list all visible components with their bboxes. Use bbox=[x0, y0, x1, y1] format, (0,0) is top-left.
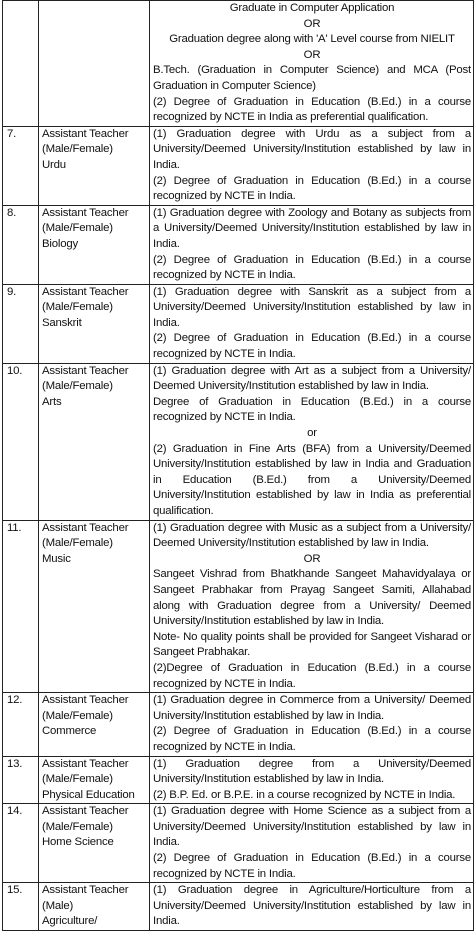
post-name-line: Assistant Teacher bbox=[42, 206, 129, 219]
qualification-text: Graduate in Computer Application bbox=[229, 2, 395, 14]
post-name-cell bbox=[39, 756, 150, 804]
qualification-table-body bbox=[3, 1, 474, 931]
serial-number: 8. bbox=[3, 205, 39, 284]
post-name-cell bbox=[39, 883, 150, 931]
qualification-text: (2) Degree of Graduation in Education (B.Ed.) in a course recognized by NCTE in India. bbox=[153, 332, 471, 361]
post-name-cell bbox=[39, 126, 150, 205]
qualification-cell bbox=[150, 284, 474, 363]
qualification-text: Sangeet Vishrad from Bhatkhande Sangeet Mahavidyalaya or Sangeet Prabhakar from Prayag Sangeet Samiti, Allahabad along with Graduation degree from a University/ Deemed University/Institution established by law in India. bbox=[153, 568, 471, 628]
qualification-cell bbox=[150, 363, 474, 520]
qualification-text: (2) Graduation in Fine Arts (BFA) from a University/Deemed University/Institution established by law in India and Graduation in Education (B.Ed.) from a University/Deemed University/Institution established by law in India as preferential qualification. bbox=[153, 442, 471, 517]
qualification-text: (2) B.P. Ed. or B.P.E. in a course recognized by NCTE in India. bbox=[153, 788, 456, 801]
qualification-text: (1) Graduation degree in Agriculture/Horticulture from a University/Deemed University/Institution established by law in India. bbox=[153, 884, 471, 928]
qualification-text: (1) Graduation degree with Home Science as a subject from a University/Deemed University/Institution established by law in India. bbox=[153, 805, 471, 849]
qualification-cell bbox=[150, 883, 474, 931]
serial-number: 13. bbox=[3, 756, 39, 804]
qualification-cell bbox=[150, 804, 474, 883]
table-row bbox=[3, 363, 474, 520]
post-name-line: (Male/Female) bbox=[42, 773, 113, 786]
qualification-text: (2) Degree of Graduation in Education (B.Ed.) in a course recognized by NCTE in India. bbox=[153, 253, 471, 282]
qualification-cell bbox=[150, 520, 474, 693]
qualification-text: (1) Graduation degree with Zoology and Botany as subjects from a University/Deemed University/Institution established by law in India. bbox=[153, 206, 471, 250]
qualification-cell bbox=[150, 693, 474, 756]
post-name-line: Assistant Teacher bbox=[42, 694, 129, 707]
qualification-text: (1) Graduation degree in Commerce from a University/ Deemed University/Institution established by law in India. bbox=[153, 694, 471, 722]
post-name-line: Assistant Teacher bbox=[42, 884, 129, 897]
post-name-line: Commerce bbox=[42, 725, 97, 738]
qualification-text: (1) Graduation degree with Sanskrit as a subject from a University/Deemed University/Institution established by law in India. bbox=[153, 285, 471, 329]
post-name-cell bbox=[39, 1, 150, 127]
qualification-text: OR bbox=[303, 17, 321, 30]
qualification-cell bbox=[150, 756, 474, 804]
post-name-cell bbox=[39, 804, 150, 883]
post-name-line: Assistant Teacher bbox=[42, 757, 129, 770]
post-name-line: Assistant Teacher bbox=[42, 127, 129, 140]
table-row bbox=[3, 205, 474, 284]
serial-number: 9. bbox=[3, 284, 39, 363]
qualification-text: (2) Degree of Graduation in Education (B.Ed.) in a course recognized by NCTE in India. bbox=[153, 725, 471, 753]
post-name-line: Agriculture/ bbox=[42, 915, 98, 928]
post-name-line: (Male) bbox=[42, 899, 74, 912]
qualification-text: OR bbox=[303, 48, 321, 61]
serial-number: 10. bbox=[3, 363, 39, 520]
serial-number: 11. bbox=[3, 520, 39, 693]
table-row bbox=[3, 693, 474, 756]
qualification-table bbox=[2, 0, 474, 931]
serial-number: 7. bbox=[3, 126, 39, 205]
post-name-line: (Male/Female) bbox=[42, 709, 113, 722]
qualification-text: Degree of Graduation in Education (B.Ed.) in a course recognized by NCTE in India. bbox=[153, 395, 471, 424]
qualification-text: Note- No quality points shall be provided for Sangeet Visharad or Sangeet Prabhakar. bbox=[153, 630, 471, 659]
qualification-cell bbox=[150, 205, 474, 284]
post-name-cell bbox=[39, 363, 150, 520]
qualification-text: (1) Graduation degree with Urdu as a subject from a University/Deemed University/Institution established by law in India. bbox=[153, 127, 471, 171]
qualification-text: B.Tech. (Graduation in Computer Science) and MCA (Post Graduation in Computer Science) bbox=[153, 64, 471, 92]
post-name-line: Physical Education bbox=[42, 788, 135, 801]
qualification-text: (1) Graduation degree with Art as a subject from a University/ Deemed University/Institution established by law in India. bbox=[153, 364, 471, 393]
table-row bbox=[3, 126, 474, 205]
post-name-line: Biology bbox=[42, 237, 78, 250]
qualification-cell bbox=[150, 126, 474, 205]
post-name-line: (Male/Female) bbox=[42, 537, 113, 550]
qualification-text: (1) Graduation degree from a University/Deemed University/Institution established by law in India. bbox=[153, 757, 471, 786]
post-name-cell bbox=[39, 520, 150, 693]
table-row bbox=[3, 284, 474, 363]
serial-number: 12. bbox=[3, 693, 39, 756]
qualification-text: OR bbox=[303, 552, 321, 565]
qualification-text: (2) Degree of Graduation in Education (B.Ed.) in a course recognized by NCTE in India. bbox=[153, 852, 471, 880]
table-row bbox=[3, 883, 474, 931]
post-name-cell bbox=[39, 284, 150, 363]
post-name-line: (Male/Female) bbox=[42, 380, 113, 393]
post-name-line: (Male/Female) bbox=[42, 301, 113, 314]
post-name-line: Assistant Teacher bbox=[42, 364, 129, 377]
qualification-text: (2) Degree of Graduation in Education (B.Ed.) in a course recognized by NCTE in India. bbox=[153, 174, 471, 203]
table-row bbox=[3, 804, 474, 883]
table-row bbox=[3, 520, 474, 693]
post-name-line: Assistant Teacher bbox=[42, 521, 129, 534]
table-row bbox=[3, 756, 474, 804]
qualification-text: (2) Degree of Graduation in Education (B.Ed.) in a course recognized by NCTE in India as preferential qualification. bbox=[153, 95, 471, 124]
post-name-line: Music bbox=[42, 552, 71, 565]
table-row bbox=[3, 1, 474, 127]
post-name-cell bbox=[39, 205, 150, 284]
serial-number bbox=[3, 1, 39, 127]
qualification-text: (2)Degree of Graduation in Education (B.Ed.) in a course recognized by NCTE in India. bbox=[153, 661, 471, 690]
qualification-cell bbox=[150, 1, 474, 127]
qualification-text: or bbox=[307, 427, 317, 440]
post-name-line: Assistant Teacher bbox=[42, 805, 129, 818]
qualification-text: Graduation degree along with 'A' Level course from NIELIT bbox=[169, 33, 455, 46]
post-name-line: Assistant Teacher bbox=[42, 285, 129, 298]
post-name-line: (Male/Female) bbox=[42, 222, 113, 235]
serial-number: 14. bbox=[3, 804, 39, 883]
post-name-line: Sanskrit bbox=[42, 316, 82, 329]
post-name-line: (Male/Female) bbox=[42, 143, 113, 156]
post-name-line: Arts bbox=[42, 395, 62, 408]
qualification-text: (1) Graduation degree with Music as a subject from a University/ Deemed University/Institution established by law in India. bbox=[153, 521, 471, 550]
serial-number: 15. bbox=[3, 883, 39, 931]
post-name-line: Home Science bbox=[42, 836, 114, 849]
post-name-line: (Male/Female) bbox=[42, 820, 113, 833]
post-name-cell bbox=[39, 693, 150, 756]
post-name-line: Urdu bbox=[42, 158, 66, 171]
